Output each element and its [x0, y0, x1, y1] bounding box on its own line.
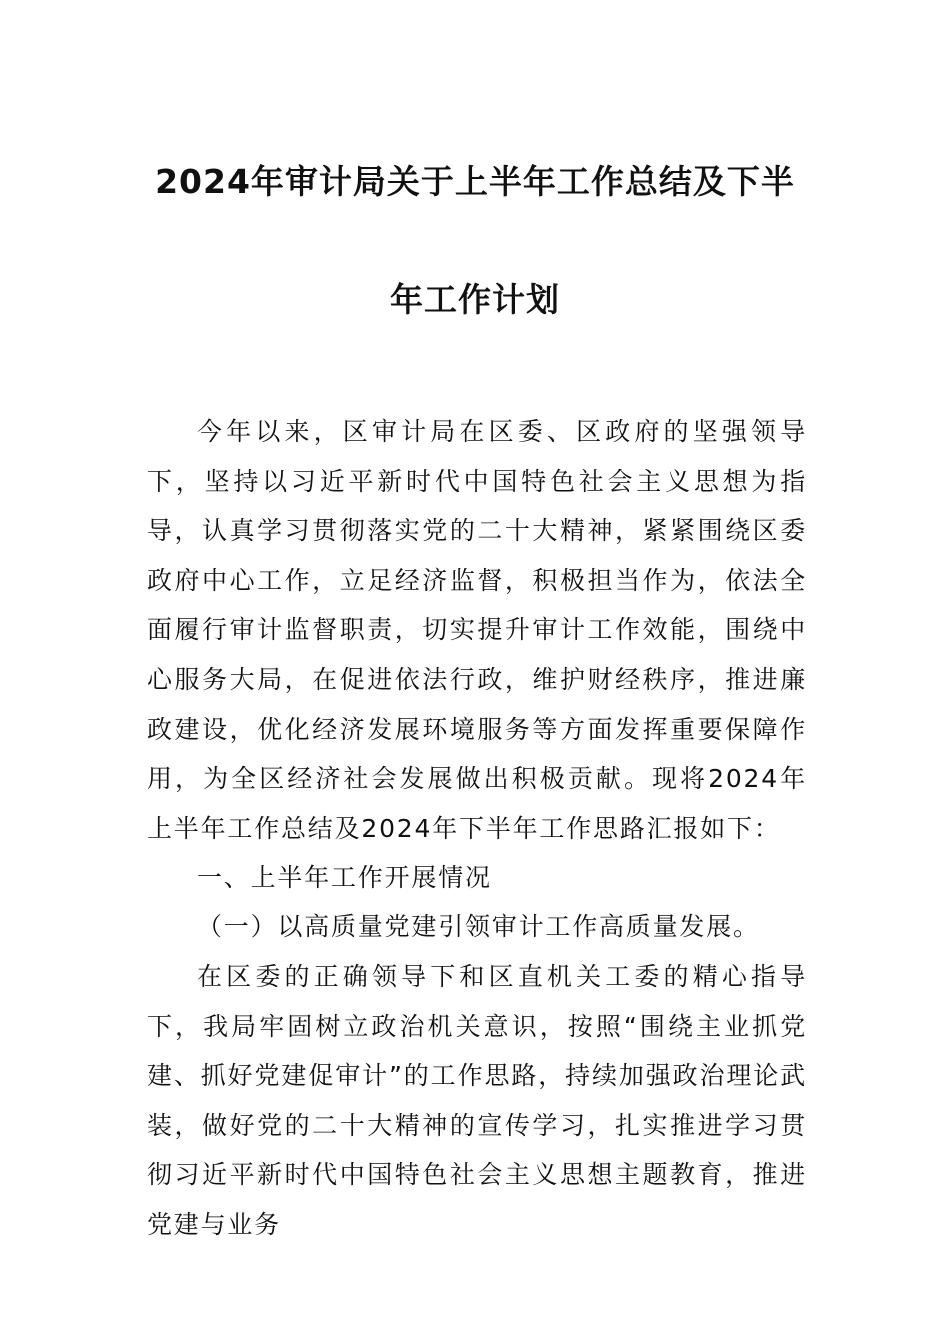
body-paragraph: 在区委的正确领导下和区直机关工委的精心指导下，我局牢固树立政治机关意识，按照“围绕主业抓党建、抓好党建促审计”的工作思路，持续加强政治理论武装，做好党的二十大精神的宣传学习，扎实推进学习贯彻习近平新时代中国特色社会主义思想主题教育，推进党建与业务	[147, 962, 807, 1239]
section-heading: 一、上半年工作开展情况	[197, 863, 492, 892]
subsection-heading: （一）以高质量党建引领审计工作高质量发展。	[197, 912, 760, 941]
document-title-line-1: 2024年审计局关于上半年工作总结及下半	[155, 162, 795, 201]
intro-paragraph: 今年以来，区审计局在区委、区政府的坚强领导下，坚持以习近平新时代中国特色社会主义思想为指导，认真学习贯彻落实党的二十大精神，紧紧围绕区委政府中心工作，立足经济监督，积极担当作为，依法全面履行审计监督职责，切实提升审计工作效能，围绕中心服务大局，在促进依法行政，维护财经秩序，推进廉政建设，优化经济发展环境服务等方面发挥重要保障作用，为全区经济社会发展做出积极贡献。现将2024年上半年工作总结及2024年下半年工作思路汇报如下：	[147, 417, 807, 843]
document-title-line-2: 年工作计划	[390, 280, 560, 319]
